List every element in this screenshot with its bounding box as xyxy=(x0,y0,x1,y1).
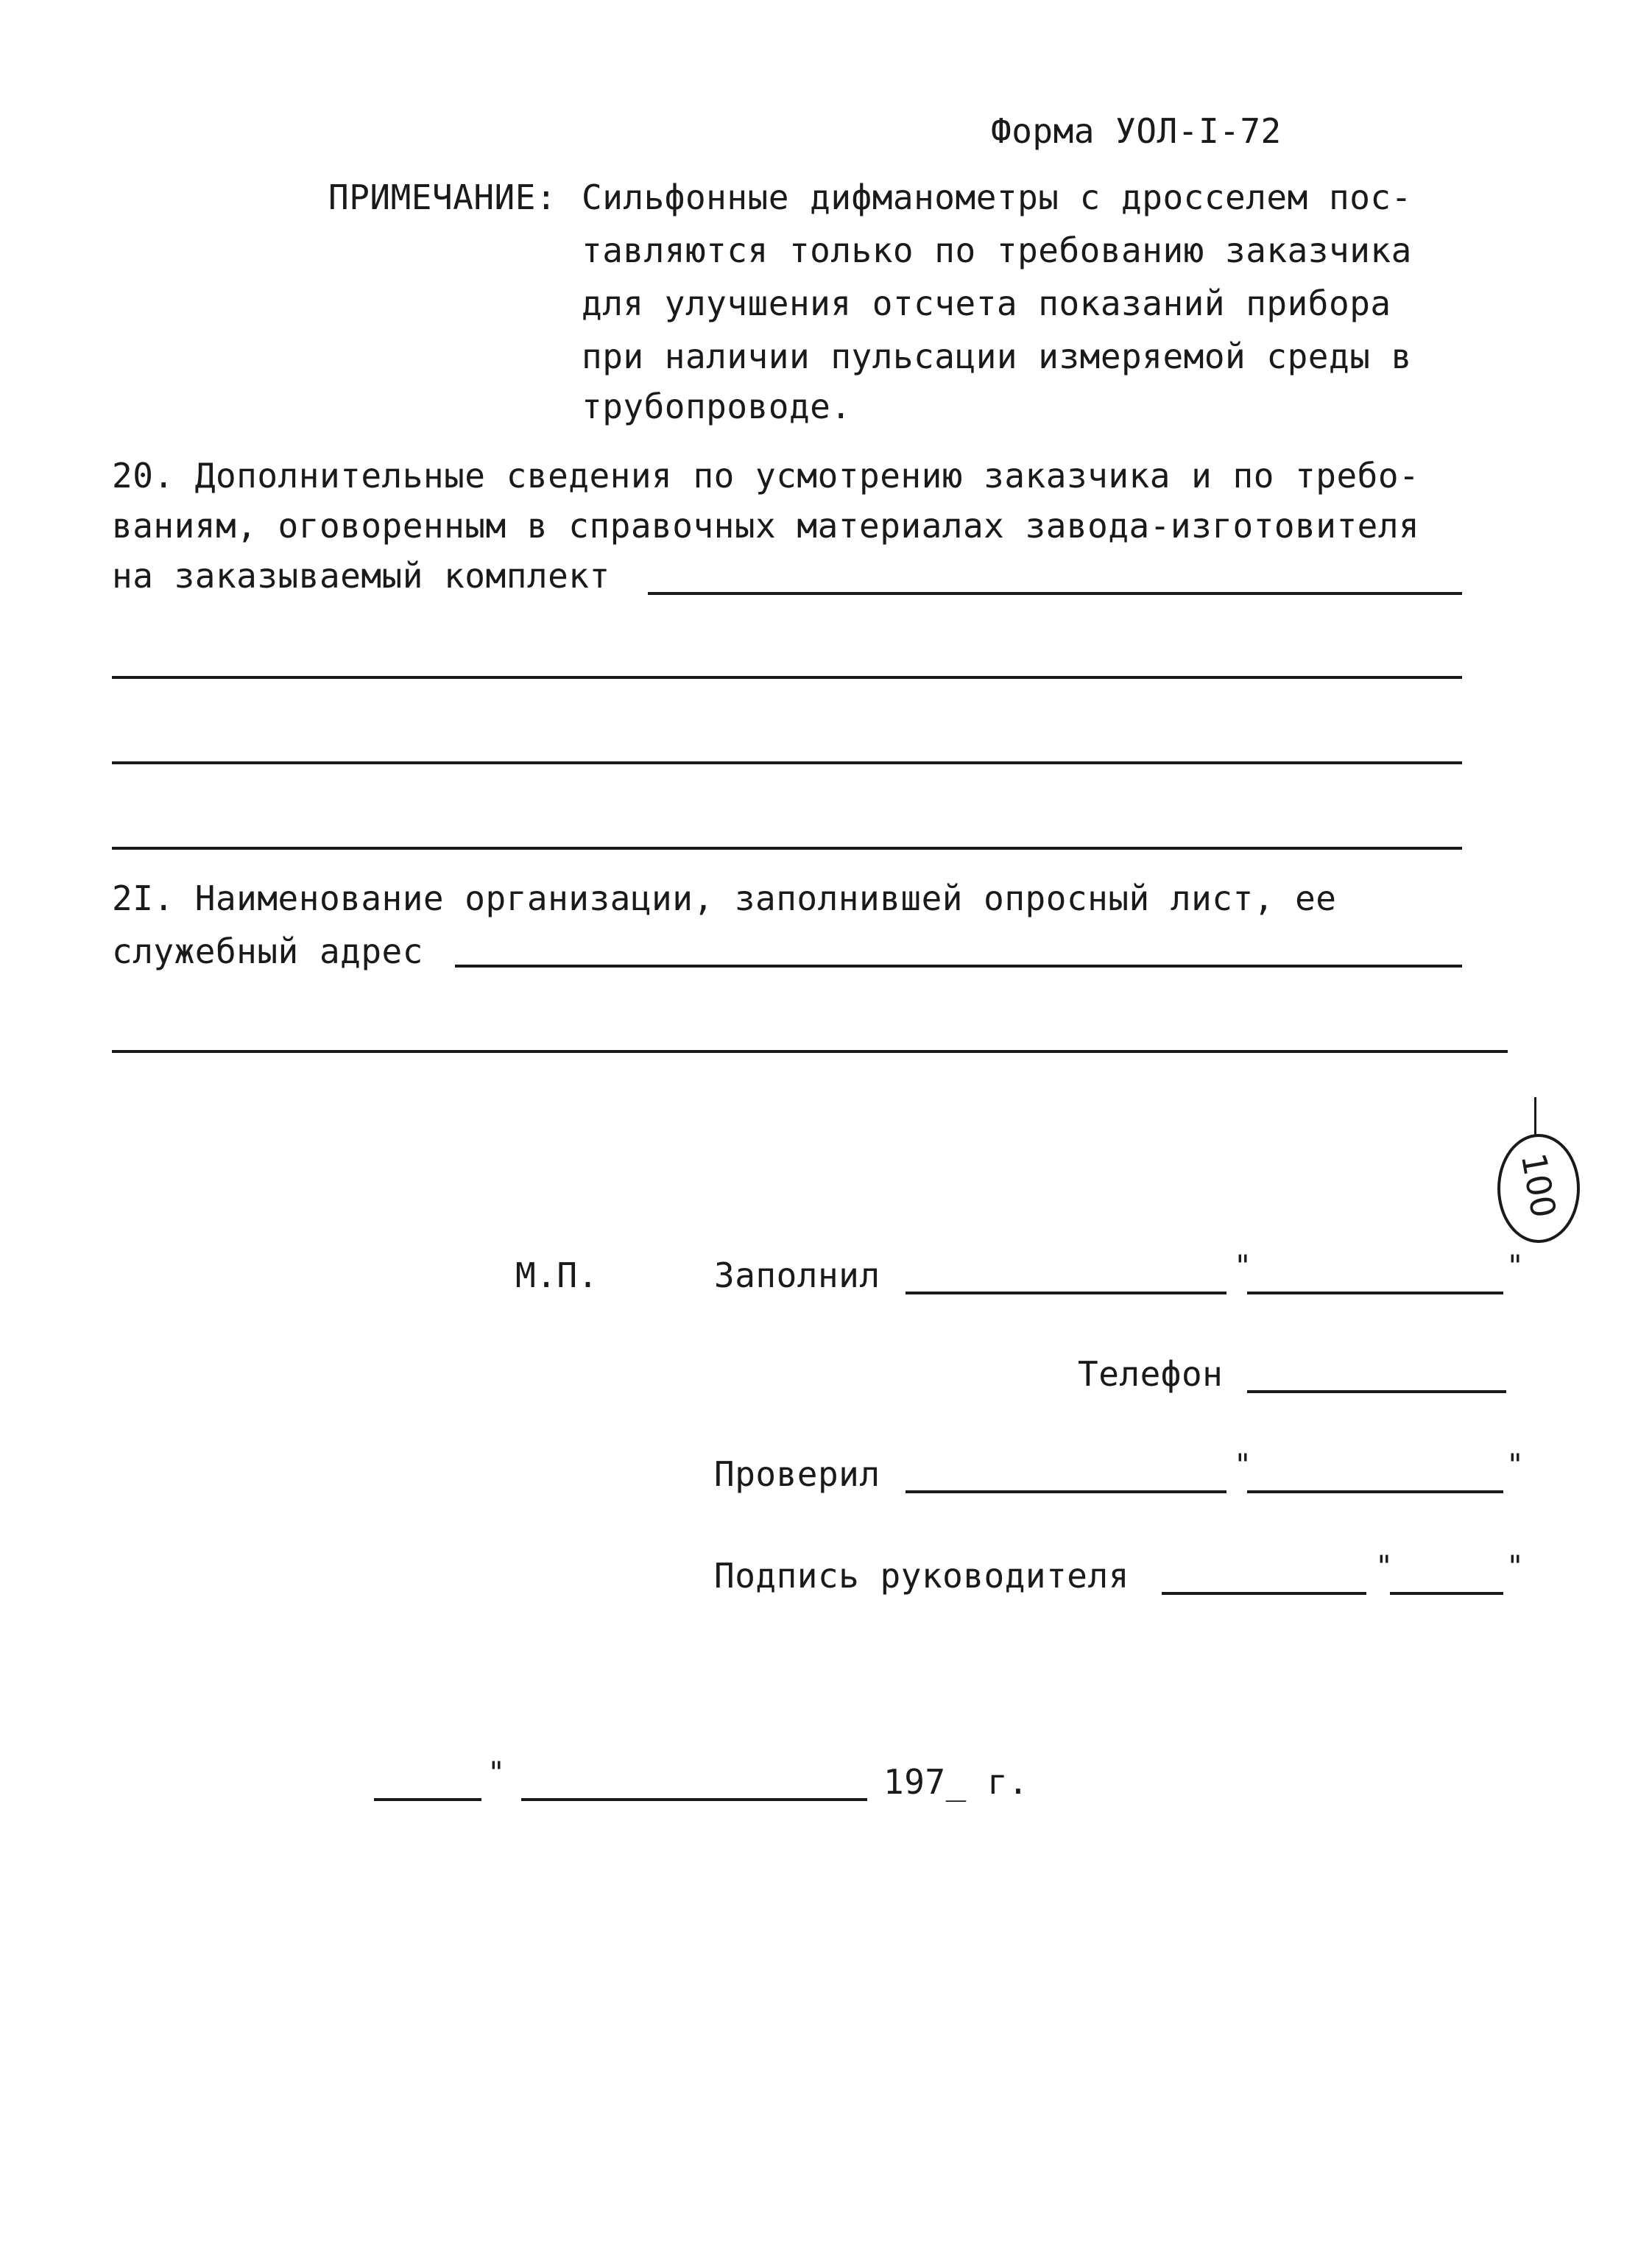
form-code: Форма УОЛ-I-72 xyxy=(991,111,1282,151)
item21-fill-line[interactable] xyxy=(112,1050,1508,1053)
item21-line: 2I. Наименование организации, заполнившей опросный лист, ее xyxy=(112,878,1337,918)
filled-by-date-line[interactable] xyxy=(1247,1292,1503,1294)
quote-mark: " xyxy=(1506,1250,1525,1283)
page-number: 100 xyxy=(1513,1150,1564,1221)
item20-fill-line[interactable] xyxy=(112,847,1462,850)
checked-by-date-line[interactable] xyxy=(1247,1490,1503,1493)
head-date-line[interactable] xyxy=(1390,1592,1503,1595)
item20-fill-line[interactable] xyxy=(112,676,1462,679)
quote-mark: " xyxy=(1234,1448,1252,1482)
head-signature-line[interactable] xyxy=(1162,1592,1366,1595)
item20-line: 20. Дополнительные сведения по усмотрению заказчика и по требо- xyxy=(112,456,1420,496)
item20-line: на заказываемый комплект xyxy=(112,556,610,596)
phone-label: Телефон xyxy=(1078,1354,1224,1394)
page-number-stamp xyxy=(1497,1134,1580,1243)
item21-line: служебный адрес xyxy=(112,931,423,971)
quote-mark: " xyxy=(1506,1448,1525,1482)
note-line: для улучшения отсчета показаний прибора xyxy=(582,283,1391,323)
checked-by-label: Проверил xyxy=(714,1454,880,1494)
note-line: тавляются только по требованию заказчика xyxy=(582,230,1412,270)
filled-by-label: Заполнил xyxy=(714,1255,880,1295)
phone-line[interactable] xyxy=(1247,1390,1506,1393)
quote-mark: " xyxy=(1234,1250,1252,1283)
date-year: 197_ г. xyxy=(883,1762,1029,1802)
checked-by-signature-line[interactable] xyxy=(906,1490,1226,1493)
head-signature-label: Подпись руководителя xyxy=(714,1556,1129,1596)
item21-fill-line[interactable] xyxy=(455,965,1462,968)
item20-fill-line[interactable] xyxy=(112,761,1462,764)
note-line: при наличии пульсации измеряемой среды в xyxy=(582,337,1412,376)
note-line: трубопроводе. xyxy=(582,387,852,426)
quote-mark: " xyxy=(1375,1550,1394,1584)
filled-by-signature-line[interactable] xyxy=(906,1292,1226,1294)
item20-line: ваниям, оговоренным в справочных материалах завода-изготовителя xyxy=(112,506,1420,546)
stamp-tick xyxy=(1534,1097,1536,1135)
item20-fill-line[interactable] xyxy=(648,592,1462,595)
quote-mark: " xyxy=(487,1756,506,1790)
date-day-line[interactable] xyxy=(374,1798,481,1801)
stamp-place-label: М.П. xyxy=(515,1255,599,1295)
note-label: ПРИМЕЧАНИЕ: xyxy=(328,177,557,217)
quote-mark: " xyxy=(1506,1550,1525,1584)
date-month-line[interactable] xyxy=(521,1798,867,1801)
note-line: Сильфонные дифманометры с дросселем пос- xyxy=(582,177,1412,217)
